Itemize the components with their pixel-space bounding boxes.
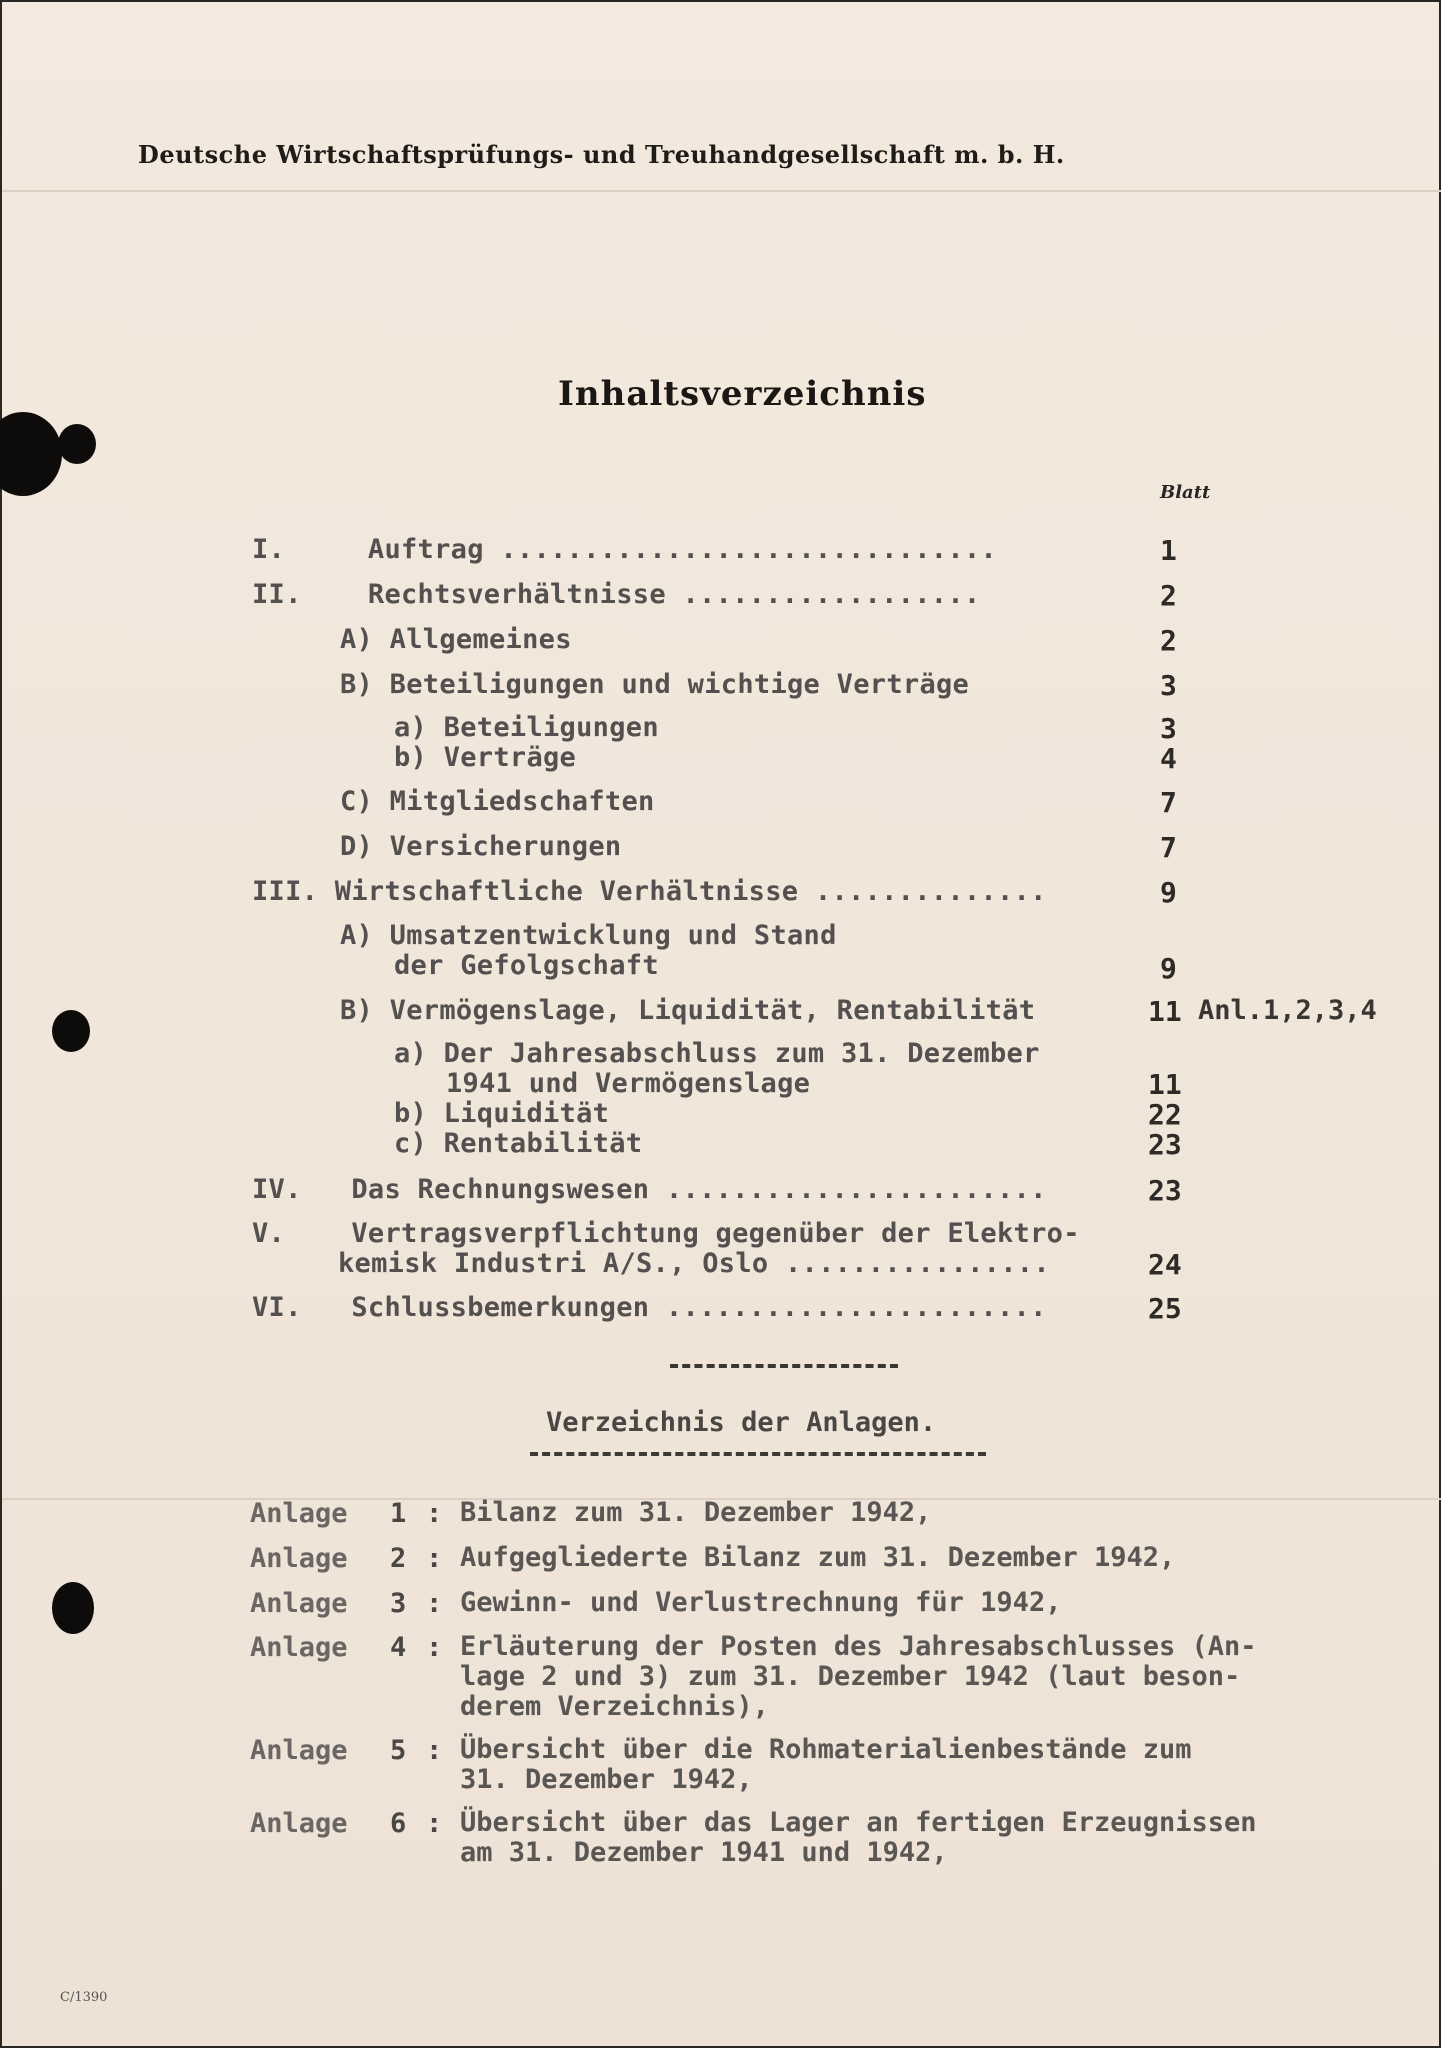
toc-entry-text: D) Versicherungen [340, 831, 622, 862]
annex-heading-underline [530, 1452, 986, 1456]
column-header-blatt: Blatt [1160, 482, 1211, 503]
letterhead: Deutsche Wirtschaftsprüfungs- und Treuhandgesellschaft m. b. H. [138, 140, 1065, 169]
annex-number: 3 [390, 1588, 407, 1619]
page-title: Inhaltsverzeichnis [558, 374, 927, 414]
annex-text: Aufgegliederte Bilanz zum 31. Dezember 1942, [460, 1542, 1176, 1573]
toc-entry-text: III. Wirtschaftliche Verhältnisse .............. [252, 876, 1047, 907]
toc-entry-text: 1941 und Vermögenslage [446, 1068, 811, 1099]
toc-entry-text: c) Rentabilität [394, 1128, 643, 1159]
toc-entry-text: C) Mitgliedschaften [340, 786, 655, 817]
toc-entry-text: kemisk Industri A/S., Oslo ................ [338, 1248, 1050, 1279]
annex-text: Erläuterung der Posten des Jahresabschlusses (An- lage 2 und 3) zum 31. Dezember 1942 (laut beson- derem Verzeichnis), [460, 1631, 1257, 1722]
annex-label: Anlage [250, 1735, 348, 1766]
toc-entry-page: 25 [1148, 1292, 1182, 1325]
toc-entry-text: B) Vermögenslage, Liquidität, Rentabilität [340, 995, 1036, 1026]
annex-number: 4 [390, 1632, 407, 1663]
toc-entry-annex-ref: Anl.1,2,3,4 [1198, 995, 1377, 1026]
toc-entry-text: b) Liquidität [394, 1098, 610, 1129]
annex-text: Übersicht über die Rohmaterialienbestände zum 31. Dezember 1942, [460, 1734, 1192, 1795]
form-code: C/1390 [60, 1990, 108, 2005]
toc-entry-page: 23 [1148, 1128, 1182, 1161]
toc-entry-text: VI. Schlussbemerkungen ....................... [252, 1292, 1047, 1323]
annex-label: Anlage [250, 1498, 348, 1529]
toc-entry-text: B) Beteiligungen und wichtige Verträge [340, 669, 970, 700]
annex-heading: Verzeichnis der Anlagen. [546, 1407, 937, 1438]
annex-number: 5 [390, 1735, 407, 1766]
punch-hole-bottom [52, 1582, 94, 1634]
toc-entry-page: 7 [1160, 786, 1177, 819]
annex-colon: : [426, 1735, 443, 1766]
toc-entry-text: der Gefolgschaft [394, 950, 659, 981]
toc-entry-text: IV. Das Rechnungswesen ....................... [252, 1174, 1047, 1205]
toc-entry-page: 22 [1148, 1098, 1182, 1131]
annex-text: Übersicht über das Lager an fertigen Erzeugnissen am 31. Dezember 1941 und 1942, [460, 1807, 1257, 1868]
punch-hole-middle [52, 1010, 90, 1052]
annex-label: Anlage [250, 1808, 348, 1839]
annex-colon: : [426, 1632, 443, 1663]
annex-number: 2 [390, 1543, 407, 1574]
toc-entry-text: b) Verträge [394, 742, 577, 773]
toc-entry-page: 7 [1160, 831, 1177, 864]
annex-colon: : [426, 1808, 443, 1839]
fold-line-top [2, 190, 1441, 192]
toc-entry-page: 9 [1160, 952, 1177, 985]
toc-entry-text: A) Umsatzentwicklung und Stand [340, 920, 837, 951]
punch-hole-top [0, 412, 62, 496]
toc-entry-page: 9 [1160, 876, 1177, 909]
toc-entry-page: 24 [1148, 1248, 1182, 1281]
annex-number: 6 [390, 1808, 407, 1839]
toc-entry-page: 2 [1160, 624, 1177, 657]
toc-entry-page: 1 [1160, 534, 1177, 567]
toc-entry-page: 23 [1148, 1174, 1182, 1207]
toc-entry-text: V. Vertragsverpflichtung gegenüber der Elektro- [252, 1218, 1080, 1249]
annex-colon: : [426, 1498, 443, 1529]
toc-entry-page: 3 [1160, 669, 1177, 702]
toc-entry-text: a) Beteiligungen [394, 712, 659, 743]
annex-colon: : [426, 1543, 443, 1574]
annex-text: Bilanz zum 31. Dezember 1942, [460, 1497, 932, 1528]
annex-label: Anlage [250, 1632, 348, 1663]
annex-label: Anlage [250, 1543, 348, 1574]
toc-entry-page: 11 [1148, 995, 1182, 1028]
toc-entry-page: 11 [1148, 1068, 1182, 1101]
toc-entry-page: 3 [1160, 712, 1177, 745]
toc-entry-text: A) Allgemeines [340, 624, 572, 655]
section-separator [670, 1364, 898, 1368]
annex-text: Gewinn- und Verlustrechnung für 1942, [460, 1587, 1062, 1618]
toc-entry-text: I. Auftrag .............................. [252, 534, 997, 565]
toc-entry-page: 2 [1160, 579, 1177, 612]
annex-number: 1 [390, 1498, 407, 1529]
toc-entry-text: II. Rechtsverhältnisse .................. [252, 579, 981, 610]
punch-hole-top-side [58, 424, 96, 464]
toc-entry-page: 4 [1160, 742, 1177, 775]
annex-label: Anlage [250, 1588, 348, 1619]
toc-entry-text: a) Der Jahresabschluss zum 31. Dezember [394, 1038, 1040, 1069]
annex-colon: : [426, 1588, 443, 1619]
